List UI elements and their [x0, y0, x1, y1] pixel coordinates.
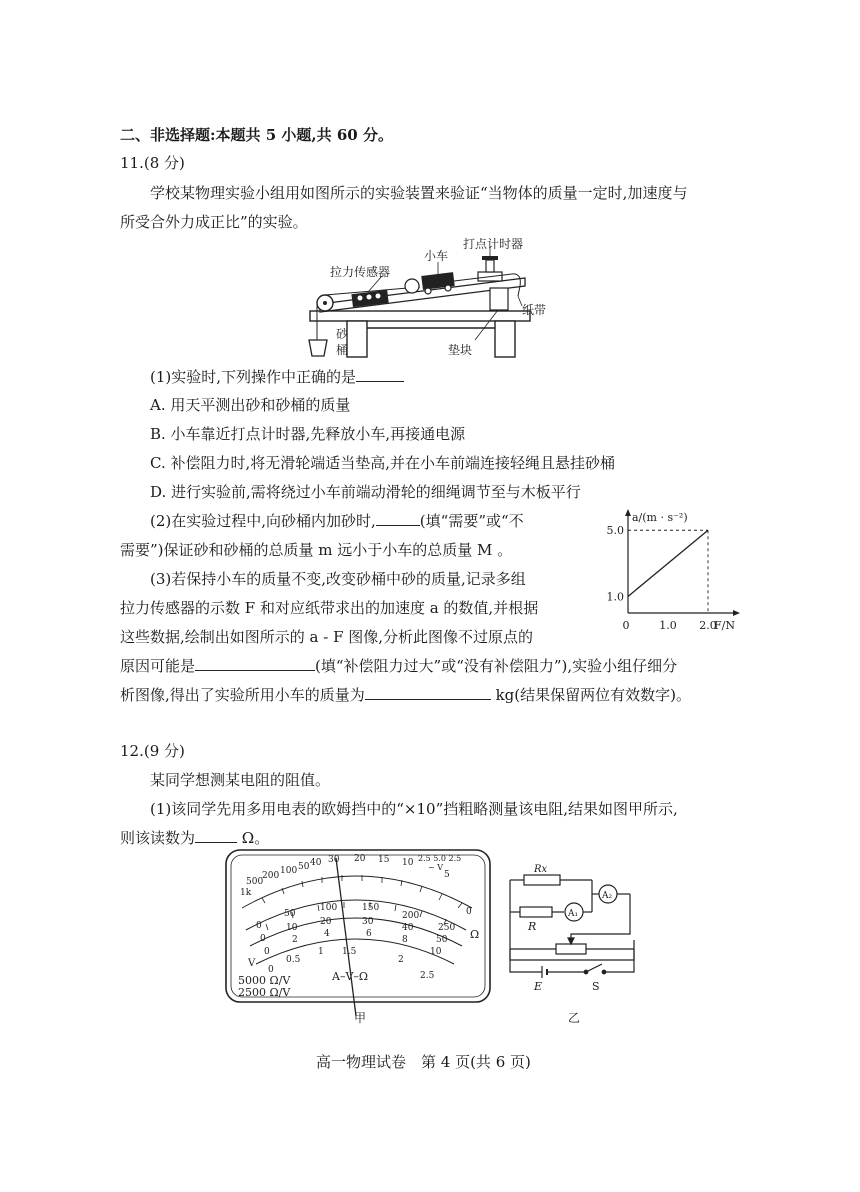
rheostat — [556, 944, 586, 954]
q12-p1-line1: (1)该同学先用多用电表的欧姆挡中的“×10”挡粗略测量该电阻,结果如图甲所示, — [150, 800, 678, 818]
label-a2: A₂ — [602, 891, 613, 901]
ohm-5: 5 — [444, 870, 450, 880]
low-2: 2 — [292, 935, 298, 945]
q12-intro: 某同学想测某电阻的阻值。 — [150, 771, 331, 789]
q11-p1-stem: (1)实验时,下列操作中正确的是 — [150, 367, 404, 387]
table-leg-right — [495, 321, 515, 357]
q11-p3-line4: 原因可能是 (填“补偿阻力过大”或“没有补偿阻力”),实验小组仔细分 — [120, 657, 678, 675]
mid-0: 0 — [260, 934, 266, 944]
v-symbol: V — [248, 958, 256, 969]
mid-40: 40 — [402, 923, 414, 933]
option-a: A. 用天平测出砂和砂桶的质量 — [150, 396, 351, 414]
ohm-40: 40 — [310, 858, 322, 868]
ohm-50: 50 — [298, 862, 310, 872]
resistor-r — [520, 907, 552, 917]
mid-50: 50 — [436, 935, 448, 945]
label-bucket-2: 桶 — [336, 343, 349, 357]
label-sensor: 拉力传感器 — [330, 265, 391, 279]
y-axis-arrow — [625, 509, 631, 516]
sensitivity-2: 2500 Ω/V — [238, 986, 291, 999]
ohm-100: 100 — [280, 866, 298, 876]
ohm-30: 30 — [328, 855, 340, 865]
q11-p3-line2: 拉力传感器的示数 F 和对应纸带求出的加速度 a 的数值,并根据 — [120, 599, 539, 617]
y-tick-label-1: 5.0 — [606, 524, 624, 538]
page-footer: 高一物理试卷 第 4 页(共 6 页) — [316, 1053, 531, 1071]
switch — [586, 964, 602, 972]
apparatus-figure — [300, 236, 560, 362]
block — [490, 288, 508, 310]
q12-number: 12.(9 分) — [120, 742, 185, 760]
label-e: E — [534, 980, 543, 993]
ac-1: 1 — [318, 947, 324, 957]
ohm-0: 0 — [466, 907, 472, 917]
ac-2: 2 — [398, 955, 404, 965]
q11-p3-line5: 析图像,得出了实验所用小车的质量为 kg(结果保留两位有效数字)。 — [120, 686, 691, 704]
low-0: 0 — [264, 947, 270, 957]
label-s: S — [592, 980, 600, 993]
q11-intro-line2: 所受合外力成正比”的实验。 — [120, 213, 308, 231]
multimeter-figure — [222, 848, 494, 1026]
y-tick-label-0: 1.0 — [606, 590, 624, 604]
series-line — [628, 530, 708, 596]
option-b: B. 小车靠近打点计时器,先释放小车,再接通电源 — [150, 425, 466, 443]
resistor-rx — [524, 875, 560, 885]
ac-0-5: 0.5 — [286, 955, 301, 965]
mid-10: 10 — [286, 923, 298, 933]
option-c: C. 补偿阻力时,将无滑轮端适当垫高,并在小车前端连接轻绳且悬挂砂桶 — [150, 454, 616, 472]
dc-100: 100 — [320, 903, 338, 913]
ohm-10: 10 — [402, 858, 414, 868]
top-right-sub: ~ V — [428, 863, 444, 872]
dc-50: 50 — [284, 909, 296, 919]
section-title: 二、非选择题:本题共 5 小题,共 60 分。 — [120, 126, 393, 144]
dc-250: 250 — [438, 923, 456, 933]
label-timer: 打点计时器 — [463, 237, 524, 251]
q11-p3-line1: (3)若保持小车的质量不变,改变砂桶中砂的质量,记录多组 — [150, 570, 526, 588]
label-bucket-1: 砂 — [336, 327, 349, 341]
ac-0: 0 — [268, 965, 274, 975]
circuit-figure — [504, 860, 640, 1026]
ohm-200: 200 — [262, 871, 280, 881]
top-right-ranges: 2.5 5.0 2.5 — [418, 854, 462, 863]
q11-p2-line1: (2)在实验过程中,向砂桶内加砂时, (填“需要”或“不 — [150, 512, 524, 530]
x-axis-arrow — [733, 610, 740, 616]
low-10: 10 — [430, 947, 442, 957]
ohm-500: 500 — [246, 877, 264, 887]
q12-p1-line2: 则该读数为 Ω。 — [120, 829, 270, 847]
q11-intro-line1: 学校某物理实验小组用如图所示的实验装置来验证“当物体的质量一定时,加速度与 — [150, 184, 688, 202]
q11-number: 11.(8 分) — [120, 154, 185, 172]
center-label: A–V–Ω — [332, 970, 369, 983]
label-block: 垫块 — [448, 343, 473, 357]
x-tick-label-0: 0 — [622, 619, 630, 632]
x-tick-label-1: 1.0 — [659, 619, 677, 632]
label-rx: Rx — [534, 864, 548, 875]
ohm-15: 15 — [378, 855, 390, 865]
dc-150: 150 — [362, 903, 380, 913]
label-r: R — [528, 920, 537, 933]
x-tick-label-2: 2.0 — [699, 619, 717, 632]
label-a1: A₁ — [568, 909, 579, 919]
label-cart: 小车 — [424, 249, 449, 263]
table-leg-left — [347, 321, 367, 357]
dc-200: 200 — [402, 911, 420, 921]
caption-yi: 乙 — [568, 1011, 581, 1025]
caption-jia: 甲 — [354, 1011, 367, 1025]
low-8: 8 — [402, 935, 408, 945]
omega-symbol: Ω — [470, 928, 480, 941]
option-d: D. 进行实验前,需将绕过小车前端动滑轮的细绳调节至与木板平行 — [150, 483, 581, 501]
a-f-chart — [596, 505, 746, 635]
sand-bucket — [309, 340, 327, 356]
label-tape: 纸带 — [522, 303, 547, 317]
x-axis-label: F/N — [714, 619, 735, 632]
ac-2-5: 2.5 — [420, 971, 435, 981]
ohm-1k: 1k — [240, 888, 252, 898]
q11-p2-line2: 需要”)保证砂和砂桶的总质量 m 远小于小车的总质量 M 。 — [120, 541, 513, 559]
mid-30: 30 — [362, 917, 374, 927]
mid-20: 20 — [320, 917, 332, 927]
low-6: 6 — [366, 929, 372, 939]
q11-p3-line3: 这些数据,绘制出如图所示的 a - F 图像,分析此图像不过原点的 — [120, 628, 534, 646]
sensitivity-1: 5000 Ω/V — [238, 974, 291, 987]
table-top — [310, 311, 530, 321]
y-axis-label: a/(m · s⁻²) — [632, 511, 688, 524]
low-4: 4 — [324, 929, 330, 939]
dc-0: 0 — [256, 921, 262, 931]
ac-1-5: 1.5 — [342, 947, 357, 957]
ohm-20: 20 — [354, 854, 366, 864]
